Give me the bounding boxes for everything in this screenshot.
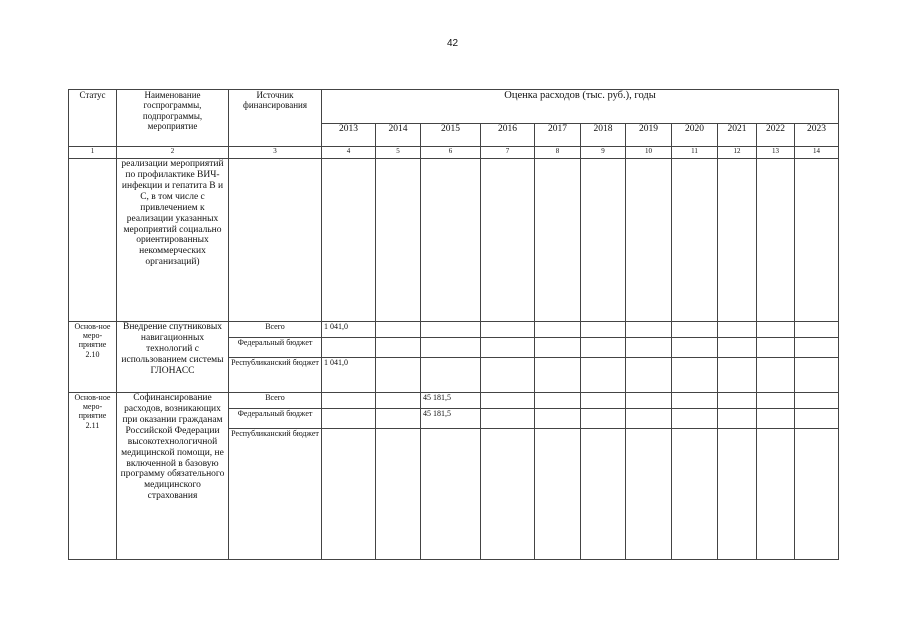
value-cell — [718, 338, 757, 358]
value-cell — [757, 338, 795, 358]
value-cell — [672, 159, 718, 322]
value-cell — [421, 159, 481, 322]
value-cell — [421, 429, 481, 560]
value-cell — [535, 429, 581, 560]
column-number: 9 — [581, 147, 626, 159]
table-row — [69, 393, 839, 409]
column-number: 2 — [117, 147, 229, 159]
value-cell — [322, 338, 376, 358]
measure-name: реализации мероприятий по профилактике ВИЧ-инфекции и гепатита В и С, в том числе с привлечением к реализации указанных мероприятий социально ориентированных некоммерческих организаций) — [117, 159, 229, 322]
funding-source: Республиканский бюджет — [229, 429, 322, 560]
value-cell — [421, 358, 481, 393]
value-cell — [535, 393, 581, 409]
value-cell — [481, 393, 535, 409]
funding-source: Федеральный бюджет — [229, 409, 322, 429]
value-cell — [626, 338, 672, 358]
value-cell — [795, 393, 839, 409]
value-cell — [581, 409, 626, 429]
value-cell — [718, 429, 757, 560]
value-cell: 45 181,5 — [421, 393, 481, 409]
page-number: 42 — [446, 38, 459, 49]
value-cell — [481, 358, 535, 393]
value-cell — [718, 409, 757, 429]
value-cell — [672, 409, 718, 429]
header-year: 2020 — [672, 124, 718, 147]
value-cell — [421, 338, 481, 358]
value-cell — [481, 409, 535, 429]
value-cell — [376, 429, 421, 560]
value-cell — [376, 159, 421, 322]
source-cell — [229, 159, 322, 322]
status-cell — [69, 159, 117, 322]
header-year: 2019 — [626, 124, 672, 147]
value-cell — [626, 409, 672, 429]
value-cell — [626, 393, 672, 409]
value-cell — [672, 322, 718, 338]
header-year: 2018 — [581, 124, 626, 147]
value-cell — [718, 393, 757, 409]
value-cell — [626, 159, 672, 322]
value-cell — [757, 393, 795, 409]
value-cell: 45 181,5 — [421, 409, 481, 429]
column-number: 13 — [757, 147, 795, 159]
column-number: 7 — [481, 147, 535, 159]
value-cell — [672, 429, 718, 560]
table-row — [69, 159, 839, 322]
header-estimate: Оценка расходов (тыс. руб.), годы — [322, 90, 839, 124]
value-cell — [795, 409, 839, 429]
value-cell — [481, 429, 535, 560]
value-cell — [535, 409, 581, 429]
value-cell — [322, 409, 376, 429]
header-year: 2013 — [322, 124, 376, 147]
header-name: Наименование госпрограммы, подпрограммы, мероприятие — [117, 90, 229, 147]
column-number: 14 — [795, 147, 839, 159]
value-cell — [757, 159, 795, 322]
value-cell — [672, 338, 718, 358]
header-source: Источник финансирования — [229, 90, 322, 147]
column-number: 12 — [718, 147, 757, 159]
value-cell — [376, 409, 421, 429]
value-cell — [626, 429, 672, 560]
value-cell — [481, 338, 535, 358]
value-cell — [795, 322, 839, 338]
funding-source: Республиканский бюджет — [229, 358, 322, 393]
value-cell — [795, 159, 839, 322]
value-cell — [757, 409, 795, 429]
header-year: 2016 — [481, 124, 535, 147]
value-cell: 1 041,0 — [322, 322, 376, 338]
value-cell — [376, 338, 421, 358]
value-cell — [718, 358, 757, 393]
value-cell: 1 041,0 — [322, 358, 376, 393]
funding-source: Всего — [229, 393, 322, 409]
value-cell — [581, 338, 626, 358]
value-cell — [322, 159, 376, 322]
value-cell — [757, 358, 795, 393]
column-number: 5 — [376, 147, 421, 159]
value-cell — [581, 322, 626, 338]
value-cell — [718, 159, 757, 322]
value-cell — [757, 322, 795, 338]
value-cell — [376, 393, 421, 409]
value-cell — [535, 358, 581, 393]
value-cell — [672, 358, 718, 393]
value-cell — [795, 338, 839, 358]
value-cell — [581, 393, 626, 409]
value-cell — [535, 338, 581, 358]
value-cell — [421, 322, 481, 338]
header-status: Статус — [69, 90, 117, 147]
value-cell — [581, 159, 626, 322]
header-year: 2023 — [795, 124, 839, 147]
column-number: 4 — [322, 147, 376, 159]
header-year: 2017 — [535, 124, 581, 147]
value-cell — [481, 159, 535, 322]
value-cell — [322, 393, 376, 409]
column-number: 1 — [69, 147, 117, 159]
column-number: 10 — [626, 147, 672, 159]
value-cell — [581, 429, 626, 560]
column-number: 11 — [672, 147, 718, 159]
column-number: 3 — [229, 147, 322, 159]
value-cell — [795, 358, 839, 393]
table-row — [69, 322, 839, 338]
value-cell — [626, 322, 672, 338]
column-number: 6 — [421, 147, 481, 159]
value-cell — [581, 358, 626, 393]
funding-source: Всего — [229, 322, 322, 338]
header-year: 2022 — [757, 124, 795, 147]
value-cell — [322, 429, 376, 560]
measure-status: Основ-ное меро-приятие 2.11 — [69, 393, 117, 560]
funding-source: Федеральный бюджет — [229, 338, 322, 358]
measure-name: Софинансирование расходов, возникающих при оказании гражданам Российской Федерации высокотехнологичной медицинской помощи, не включенной в базовую программу обязательного медицинского страхования — [117, 393, 229, 560]
value-cell — [535, 159, 581, 322]
measure-name: Внедрение спутниковых навигационных технологий с использованием системы ГЛОНАСС — [117, 322, 229, 393]
measure-status: Основ-ное меро-приятие 2.10 — [69, 322, 117, 393]
value-cell — [757, 429, 795, 560]
value-cell — [672, 393, 718, 409]
value-cell — [376, 358, 421, 393]
expense-table — [68, 89, 839, 560]
column-number: 8 — [535, 147, 581, 159]
value-cell — [376, 322, 421, 338]
header-year: 2014 — [376, 124, 421, 147]
header-year: 2021 — [718, 124, 757, 147]
value-cell — [718, 322, 757, 338]
header-year: 2015 — [421, 124, 481, 147]
value-cell — [481, 322, 535, 338]
value-cell — [626, 358, 672, 393]
value-cell — [795, 429, 839, 560]
value-cell — [535, 322, 581, 338]
